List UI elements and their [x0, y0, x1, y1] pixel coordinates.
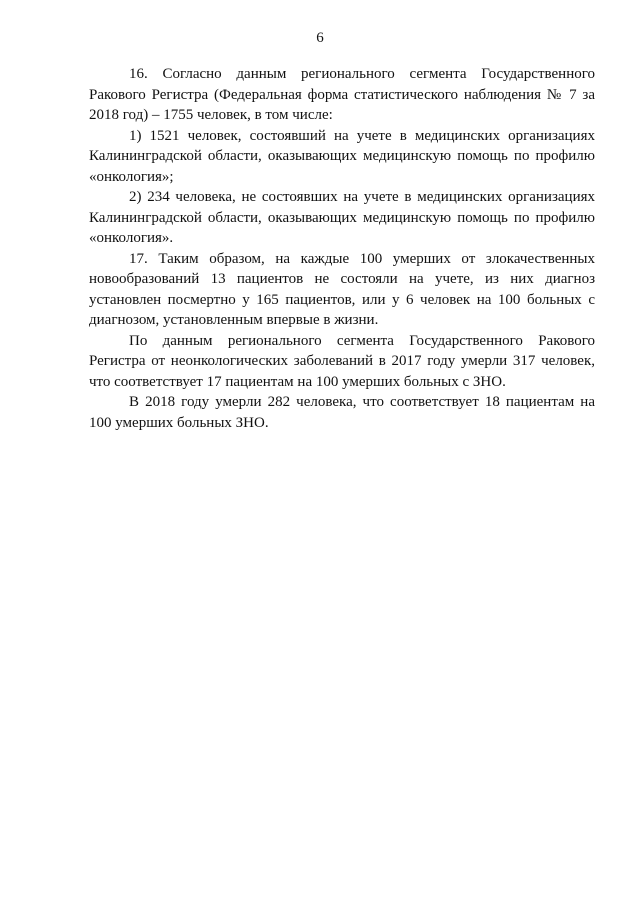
document-body — [89, 64, 595, 433]
paragraph-unregistered-patients: 2) 234 человека, не состоявших на учете в медицинских организациях Калининградской области, оказывающих медицинскую помощь по профилю «онкология». — [89, 189, 595, 246]
paragraph-registered-patients: 1) 1521 человек, состоявший на учете в медицинских организациях Калининградской области, оказывающих медицинскую помощь по профилю «онкология»; — [89, 127, 595, 185]
page-number: 6 — [316, 30, 324, 46]
paragraph-16-registry-total: 16. Согласно данным регионального сегмента Государственного Ракового Регистра (Федеральная форма статистического наблюдения № 7 за 2018 год) – 1755 человек, в том числе: — [89, 66, 595, 123]
paragraph-deaths-2018: В 2018 году умерли 282 человека, что соответствует 18 пациентам на 100 умерших больных ЗНО. — [89, 394, 595, 431]
paragraph-non-oncological-2017: По данным регионального сегмента Государственного Ракового Регистра от неонкологических заболеваний в 2017 году умерли 317 человек, что соответствует 17 пациентам на 100 умерших больных с ЗНО. — [89, 332, 595, 390]
paragraph-17-summary: 17. Таким образом, на каждые 100 умерших от злокачественных новообразований 13 пациентов не состояли на учете, из них диагноз установлен посмертно у 165 пациентов, или у 6 человек на 100 больных с диагнозом, установленным впервые в жизни. — [89, 250, 595, 328]
